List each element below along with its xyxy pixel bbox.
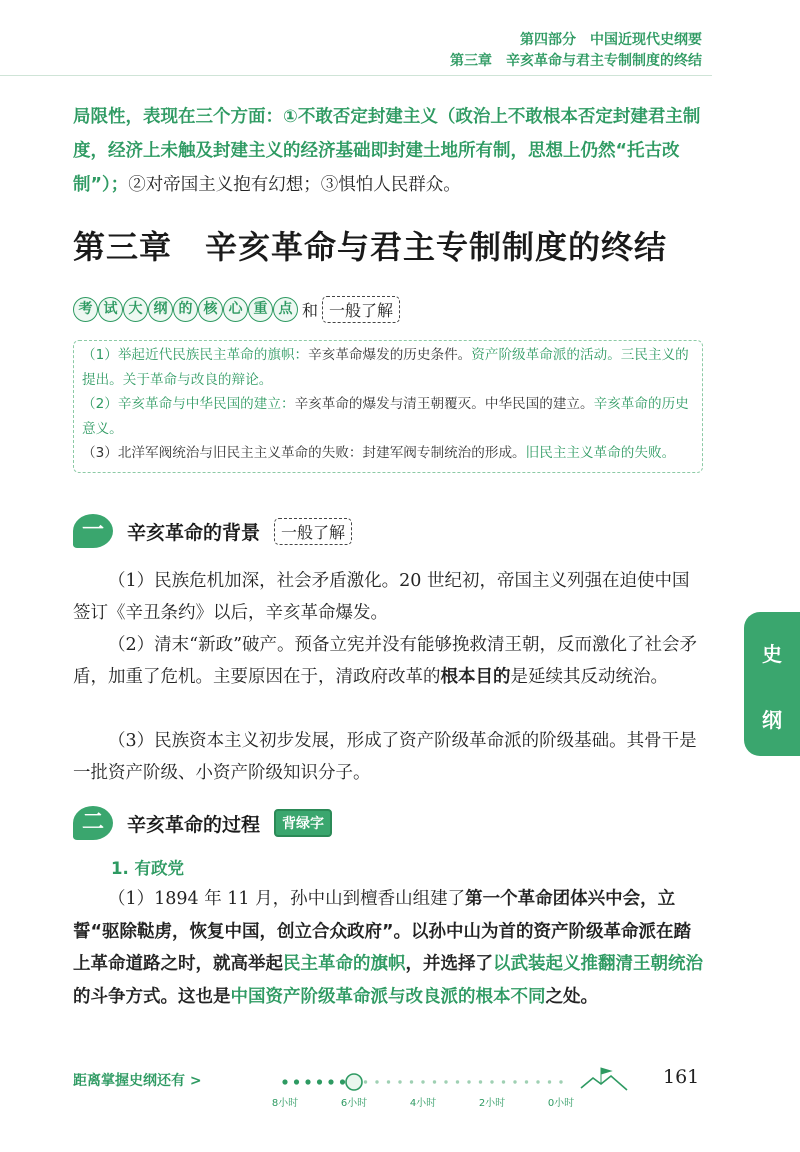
- syllabus-outline-box: [73, 340, 703, 473]
- progress-dot: [490, 1080, 493, 1083]
- exam-char: 核: [198, 297, 223, 322]
- progress-tick-label: 8小时: [271, 1098, 299, 1109]
- outline-item-1: （1）举起近代民族民主革命的旗帜：辛亥革命爆发的历史条件。资产阶级革命派的活动。三民主义的提出。关于革命与改良的辩论。: [82, 347, 689, 388]
- and-label: 和: [302, 300, 319, 320]
- progress-dot: [398, 1080, 401, 1083]
- section-number-badge: 二: [73, 806, 113, 840]
- section-2-heading: [73, 805, 332, 841]
- paragraph: （1）民族危机加深，社会矛盾激化。20 世纪初，帝国主义列强在迫使中国签订《辛丑条约》以后，辛亥革命爆发。: [73, 571, 690, 623]
- progress-dot: [536, 1080, 539, 1083]
- chapter-title: 第三章 辛亥革命与君主专制制度的终结: [73, 228, 668, 266]
- page-number: 161: [663, 1066, 700, 1088]
- running-header: [450, 30, 702, 72]
- memorize-green-tag: 背绿字: [274, 809, 332, 837]
- key-term: 根本目的: [440, 667, 511, 687]
- header-divider: [0, 75, 712, 76]
- intro-paragraph: [73, 100, 703, 202]
- progress-dot: [433, 1080, 436, 1083]
- progress-dot: [467, 1080, 470, 1083]
- subheading: 1. 有政党: [111, 859, 184, 878]
- progress-dot: [456, 1080, 459, 1083]
- outline-tag-row: [73, 295, 400, 323]
- mountain-flag-icon: [581, 1068, 627, 1090]
- paragraph: （2）清末“新政”破产。预备立宪并没有能够挽救清王朝，反而激化了社会矛盾，加重了危机。主要原因在于，清政府改革的根本目的是延续其反动统治。: [73, 635, 698, 687]
- progress-dot: [444, 1080, 447, 1083]
- section-number-badge: 一: [73, 514, 113, 548]
- exam-char: 重: [248, 297, 273, 322]
- progress-tick-label: 0小时: [547, 1098, 575, 1109]
- progress-tick-label: 4小时: [409, 1098, 437, 1109]
- subject-side-tab: [744, 612, 800, 756]
- progress-dot: [421, 1080, 424, 1083]
- progress-dot: [328, 1079, 333, 1084]
- progress-dot: [364, 1080, 367, 1083]
- progress-dot: [305, 1079, 310, 1084]
- exam-char: 的: [173, 297, 198, 322]
- paragraph: （1）1894 年 11 月，孙中山到檀香山组建了第一个革命团体兴中会，立誓“驱除鞑虏，恢复中国，创立合众政府”。以孙中山为首的资产阶级革命派在踏上革命道路之时，就高举起民主革命的旗帜，并选择了以武装起义推翻清王朝统治的斗争方式。这也是中国资产阶级革命派与改良派的根本不同之处。: [73, 889, 703, 1007]
- header-chapter: 第三章 辛亥革命与君主专制制度的终结: [450, 53, 702, 69]
- progress-dot: [513, 1080, 516, 1083]
- outline-item-3: （3）北洋军阀统治与旧民主主义革命的失败：封建军阀专制统治的形成。旧民主主义革命的失败。: [82, 445, 676, 462]
- progress-dot: [375, 1080, 378, 1083]
- progress-dot: [548, 1080, 551, 1083]
- general-understanding-tag: 一般了解: [322, 296, 400, 323]
- progress-dot: [502, 1080, 505, 1083]
- exam-char: 纲: [148, 297, 173, 322]
- progress-tick-label: 6小时: [340, 1098, 368, 1109]
- section-title: 辛亥革命的过程: [127, 813, 261, 836]
- general-understanding-tag: 一般了解: [274, 518, 352, 545]
- exam-char: 点: [273, 297, 298, 322]
- progress-tick-labels: [272, 1096, 574, 1109]
- progress-dot: [340, 1079, 345, 1084]
- outline-item-2: （2）辛亥革命与中华民国的建立：辛亥革命的爆发与清王朝覆灭。中华民国的建立。辛亥革命的历史意义。: [82, 396, 689, 437]
- progress-dot: [559, 1080, 562, 1083]
- progress-dot: [479, 1080, 482, 1083]
- side-tab-char: 纲: [762, 708, 782, 732]
- side-tab-char: 史: [762, 642, 782, 666]
- progress-timeline: [255, 1060, 635, 1120]
- paragraph: （3）民族资本主义初步发展，形成了资产阶级革命派的阶级基础。其骨干是一批资产阶级、小资产阶级知识分子。: [73, 731, 697, 783]
- progress-dot: [294, 1079, 299, 1084]
- exam-char: 试: [98, 297, 123, 322]
- progress-dot: [282, 1079, 287, 1084]
- current-progress-marker: [346, 1074, 362, 1090]
- header-part: 第四部分 中国近现代史纲要: [520, 32, 702, 48]
- section-title: 辛亥革命的背景: [127, 521, 261, 544]
- progress-dot: [410, 1080, 413, 1083]
- exam-char: 大: [123, 297, 148, 322]
- section-1-heading: [73, 513, 352, 549]
- intro-plain-text: ②对帝国主义抱有幻想；③惧怕人民群众。: [128, 175, 461, 195]
- progress-dot: [525, 1080, 528, 1083]
- progress-tick-label: 2小时: [478, 1098, 506, 1109]
- progress-dot: [317, 1079, 322, 1084]
- exam-char: 心: [223, 297, 248, 322]
- progress-dots: [282, 1074, 562, 1090]
- intro-green-text: 局限性，表现在三个方面：①不敢否定封建主义（政治上不敢根本否定封建君主制度，经济上未触及封建主义的经济基础即封建土地所有制，思想上仍然“托古改制”）；: [73, 107, 701, 195]
- exam-char: 考: [73, 297, 98, 322]
- progress-label: 距离掌握史纲还有 >: [73, 1073, 202, 1089]
- progress-dot: [387, 1080, 390, 1083]
